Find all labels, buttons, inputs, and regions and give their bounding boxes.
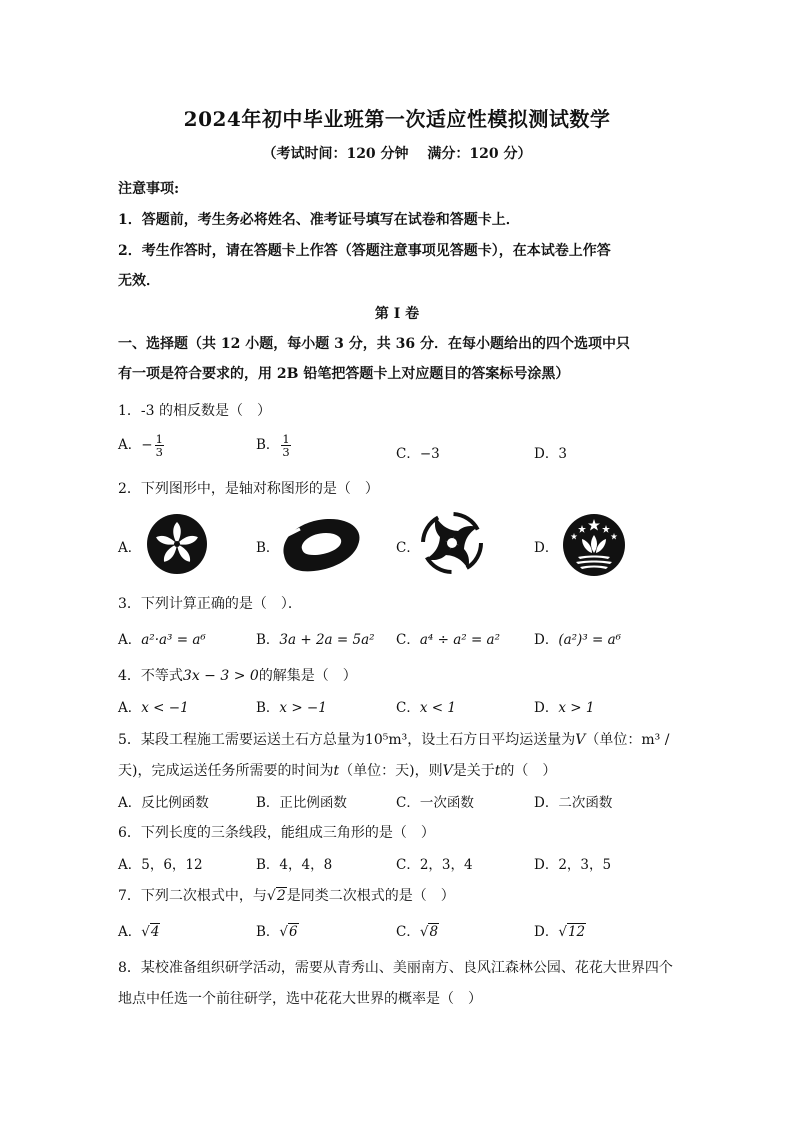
question-5-stem-line1 bbox=[118, 729, 669, 749]
question-2-option-d: D． bbox=[534, 540, 559, 556]
question-7-option-b bbox=[256, 920, 299, 940]
stem-text: 是同类二次根式的是（ ） bbox=[286, 888, 455, 904]
question-4-stem bbox=[118, 665, 357, 685]
question-4-option-d bbox=[534, 696, 594, 716]
option-label: B． bbox=[256, 700, 280, 716]
denominator: 3 bbox=[282, 445, 290, 459]
question-6-option-c: C．2，3，4 bbox=[396, 857, 473, 873]
sqrt-icon: √ bbox=[266, 888, 276, 904]
question-6-option-d: D．2，3，5 bbox=[534, 857, 612, 873]
stem-text: 的解集是（ ） bbox=[258, 668, 357, 684]
radicand: 4 bbox=[150, 924, 160, 940]
sqrt-icon: √ bbox=[419, 924, 429, 940]
option-label: D． bbox=[534, 924, 559, 940]
sqrt-icon: √ bbox=[279, 924, 289, 940]
bauhinia-emblem-icon bbox=[146, 513, 208, 575]
question-5-option-b: B．正比例函数 bbox=[256, 795, 347, 811]
math-variable: t bbox=[333, 763, 340, 779]
stem-text: ，设土石方日平均运送量为 bbox=[407, 732, 576, 748]
option-label: D． bbox=[534, 632, 559, 648]
option-label: A． bbox=[118, 632, 142, 648]
stem-text: 4．不等式 bbox=[118, 668, 183, 684]
option-label: A． bbox=[118, 437, 142, 453]
question-3-option-c bbox=[396, 628, 500, 648]
question-7-stem bbox=[118, 885, 455, 905]
math-variable: V bbox=[575, 732, 586, 748]
math-variable: V bbox=[442, 763, 453, 779]
radicand: 12 bbox=[567, 924, 586, 940]
math-expression: 10⁵m³ bbox=[364, 732, 408, 748]
exam-subtitle: （考试时间：120 分钟 满分：120 分） bbox=[262, 146, 532, 162]
option-label: B． bbox=[256, 924, 280, 940]
question-5-stem-line2 bbox=[118, 760, 556, 780]
question-3-option-a bbox=[118, 628, 206, 648]
question-1-option-b bbox=[256, 433, 291, 458]
numerator: 1 bbox=[155, 432, 163, 446]
question-5-option-c: C．一次函数 bbox=[396, 795, 474, 811]
question-4-option-b bbox=[256, 696, 327, 716]
math-expression: 3x − 3 > 0 bbox=[182, 668, 259, 684]
note-item-1: 1．答题前，考生务必将姓名、准考证号填写在试卷和答题卡上． bbox=[118, 212, 520, 228]
page-title: 2024年初中毕业班第一次适应性模拟测试数学 bbox=[183, 107, 611, 131]
radicand: 6 bbox=[289, 924, 298, 940]
question-7-option-d bbox=[534, 920, 586, 940]
spiral-phoenix-icon bbox=[420, 511, 484, 575]
question-5-option-d: D．二次函数 bbox=[534, 795, 613, 811]
lotus-stars-emblem-icon bbox=[562, 513, 626, 577]
question-6-option-a: A．5，6，12 bbox=[118, 857, 203, 873]
stem-text: 是关于 bbox=[452, 763, 495, 779]
radicand: 2 bbox=[276, 888, 286, 904]
math-variable: t bbox=[494, 763, 501, 779]
question-7-option-a bbox=[118, 920, 160, 940]
stem-text: 天)，完成运送任务所需要的时间为 bbox=[118, 763, 334, 779]
math-expression: 3a + 2a = 5a² bbox=[279, 632, 375, 648]
question-1-option-a bbox=[118, 433, 164, 458]
ring-swoosh-icon bbox=[278, 513, 364, 575]
stem-text: 5．某段工程施工需要运送土石方总量为 bbox=[118, 732, 365, 748]
math-expression: x > 1 bbox=[558, 700, 595, 716]
option-label: D． bbox=[534, 700, 559, 716]
question-1-option-c: C．−3 bbox=[396, 446, 440, 462]
math-expression: a⁴ ÷ a² = a² bbox=[419, 632, 501, 648]
option-label: C． bbox=[396, 924, 420, 940]
numerator: 1 bbox=[282, 432, 290, 446]
fraction bbox=[155, 433, 164, 458]
option-label: C． bbox=[396, 632, 420, 648]
question-7-option-c bbox=[396, 920, 439, 940]
option-label: B． bbox=[256, 437, 280, 453]
question-2-option-b: B． bbox=[256, 540, 280, 556]
stem-text: 7．下列二次根式中，与 bbox=[118, 888, 267, 904]
sqrt-icon: √ bbox=[558, 924, 567, 940]
question-2-option-a: A． bbox=[118, 540, 142, 556]
stem-text: 的（ ） bbox=[500, 763, 557, 779]
math-expression: x < 1 bbox=[419, 700, 456, 716]
option-label: A． bbox=[118, 924, 142, 940]
question-3-option-d bbox=[534, 628, 621, 648]
math-expression: x < −1 bbox=[141, 700, 189, 716]
question-6-option-b: B．4，4，8 bbox=[256, 857, 333, 873]
option-label: A． bbox=[118, 700, 142, 716]
stem-text: （单位：天)，则 bbox=[339, 763, 443, 779]
section-intro-line2: 有一项是符合要求的，用 2B 铅笔把答题卡上对应题目的答案标号涂黑） bbox=[118, 366, 570, 382]
sqrt-icon: √ bbox=[141, 924, 150, 940]
question-8-stem-line1: 8．某校准备组织研学活动，需要从青秀山、美丽南方、良风江森林公园、花花大世界四个 bbox=[118, 960, 673, 976]
note-item-2-line2: 无效． bbox=[118, 273, 160, 289]
question-1-option-d: D．3 bbox=[534, 446, 567, 462]
question-3-stem: 3．下列计算正确的是（ ）． bbox=[118, 596, 302, 612]
notes-heading: 注意事项: bbox=[118, 181, 180, 197]
radicand: 8 bbox=[429, 924, 439, 940]
question-6-stem: 6．下列长度的三条线段，能组成三角形的是（ ） bbox=[118, 825, 435, 841]
math-expression: (a²)³ = a⁶ bbox=[558, 632, 622, 648]
note-item-2-line1: 2．考生作答时，请在答题卡上作答（答题注意事项见答题卡），在本试卷上作答 bbox=[118, 243, 611, 259]
volume-heading: 第 I 卷 bbox=[374, 306, 420, 322]
question-1-stem: 1．-3 的相反数是（ ） bbox=[118, 403, 271, 419]
section-intro-line1: 一、选择题（共 12 小题，每小题 3 分，共 36 分．在每小题给出的四个选项中只 bbox=[118, 336, 630, 352]
denominator: 3 bbox=[155, 445, 163, 459]
question-3-option-b bbox=[256, 628, 375, 648]
minus-sign: − bbox=[141, 437, 153, 453]
question-2-option-c: C． bbox=[396, 540, 420, 556]
fraction bbox=[281, 433, 290, 458]
stem-text: （单位：m³ / bbox=[585, 732, 670, 748]
question-4-option-a bbox=[118, 696, 189, 716]
question-4-option-c bbox=[396, 696, 456, 716]
option-label: B． bbox=[256, 632, 280, 648]
question-8-stem-line2: 地点中任选一个前往研学，选中花花大世界的概率是（ ） bbox=[118, 991, 482, 1007]
option-label: C． bbox=[396, 700, 420, 716]
question-5-option-a: A．反比例函数 bbox=[118, 795, 209, 811]
math-expression: a²·a³ = a⁶ bbox=[141, 632, 206, 648]
math-expression: x > −1 bbox=[279, 700, 327, 716]
question-2-stem: 2．下列图形中，是轴对称图形的是（ ） bbox=[118, 481, 379, 497]
